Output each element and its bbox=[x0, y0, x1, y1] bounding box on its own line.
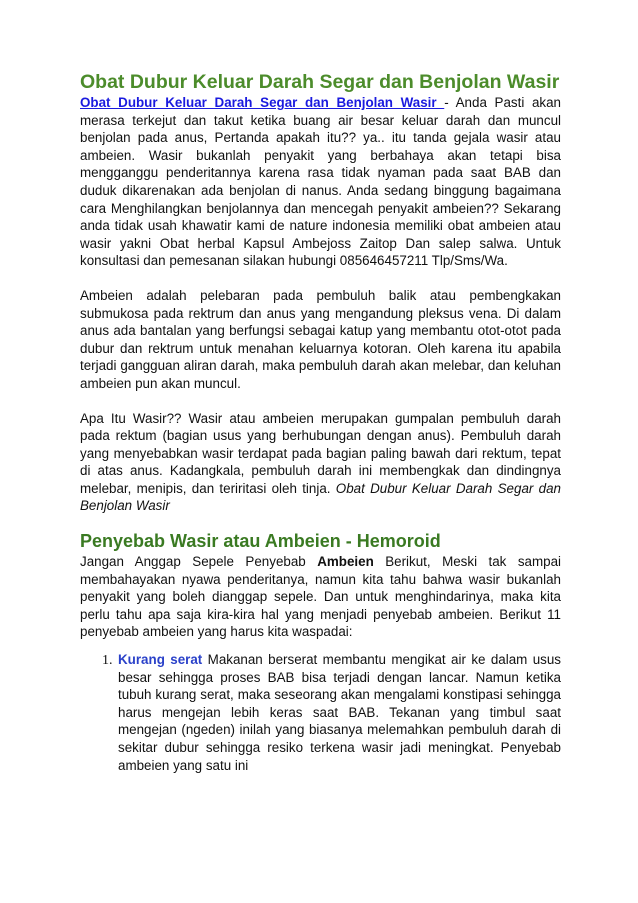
section-bold-term: Ambeien bbox=[317, 554, 374, 570]
section-heading: Penyebab Wasir atau Ambeien - Hemoroid bbox=[80, 531, 441, 552]
section-text-before: Jangan Anggap Sepele Penyebab bbox=[80, 554, 318, 570]
what-is-wasir-paragraph bbox=[80, 410, 561, 516]
section-text-after: Berikut, Meski tak sampai membahayakan nyawa penderitanya, namun kita tahu bahwa wasir bukanlah penyakit yang boleh dianggap sepele. Dan untuk menghindarinya, maka kita perlu tahu apa saja kira-kira hal yang menjadi penyebab ambeien. Berikut 11 penyebab ambeien yang harus kita waspadai: bbox=[80, 554, 561, 640]
article-title-link[interactable]: Obat Dubur Keluar Darah Segar dan Benjolan Wasir bbox=[80, 95, 445, 110]
italic-keyword: Obat Dubur Keluar Darah Segar dan Benjolan Wasir bbox=[80, 480, 561, 514]
definition-paragraph: Ambeien adalah pelebaran pada pembuluh balik atau pembengkakan submukosa pada rektrum dan anus yang mengandung pleksus vena. Di dalam anus ada bantalan yang berfungsi sebagai katup yang membantu otot-otot pada dubur dan rektrum untuk menahan keluarnya kotoran. Oleh karena itu apabila terjadi gangguan aliran darah, maka pembuluh darah akan melebar, dan keluhan ambeien pun akan muncul. bbox=[80, 287, 561, 391]
document-page bbox=[80, 70, 561, 774]
section-paragraph bbox=[80, 553, 561, 641]
intro-paragraph bbox=[80, 94, 561, 270]
cause-term: Kurang serat bbox=[118, 652, 203, 668]
article-title: Obat Dubur Keluar Darah Segar dan Benjolan Wasir bbox=[80, 71, 560, 93]
causes-list bbox=[80, 651, 561, 774]
intro-text: - Anda Pasti akan merasa terkejut dan takut ketika buang air besar keluar darah dan muncul benjolan pada anus, Pertanda apakah itu?? ya.. itu tanda gejala wasir atau ambeien. Wasir bukanlah penyakit yang berbahaya akan tetapi bisa mengganggu penderitannya karena rasa tidak nyaman pada saat BAB dan duduk dikarenakan ada benjolan di nanus. Anda sedang binggung bagaimana cara Menghilangkan benjolannya dan mencegah penyakit ambeien?? Sekarang anda tidak usah khawatir kami de nature indonesia memiliki obat ambeien atau wasir yakni Obat herbal Kapsul Ambejoss Zaitop Dan salep salwa. Untuk konsultasi dan pemesanan silakan hubungi 085646457211 Tlp/Sms/Wa. bbox=[80, 95, 561, 269]
what-is-wasir-text: Apa Itu Wasir?? Wasir atau ambeien merupakan gumpalan pembuluh darah pada rektum (bagian usus yang berhubungan dengan anus). Pembuluh darah yang menyebabkan wasir terdapat pada bagian paling bawah dari rektum, tepat di atas anus. Kadangkala, pembuluh darah ini membengkak dan dindingnya melebar, menipis, dan teriritasi oleh tinja. bbox=[80, 410, 561, 496]
list-item bbox=[116, 651, 561, 774]
cause-text: Makanan berserat membantu mengikat air ke dalam usus besar sehingga proses BAB bisa terjadi dengan lancar. Namun ketika tubuh kurang serat, maka seseorang akan mengalami konstipasi sehingga harus mengejan lebih keras saat BAB. Tekanan yang timbul saat mengejan (ngeden) inilah yang biasanya melemahkan pembuluh darah di sekitar dubur sehingga resiko terkena wasir jadi meningkat. Penyebab ambeien yang satu ini bbox=[118, 652, 561, 773]
